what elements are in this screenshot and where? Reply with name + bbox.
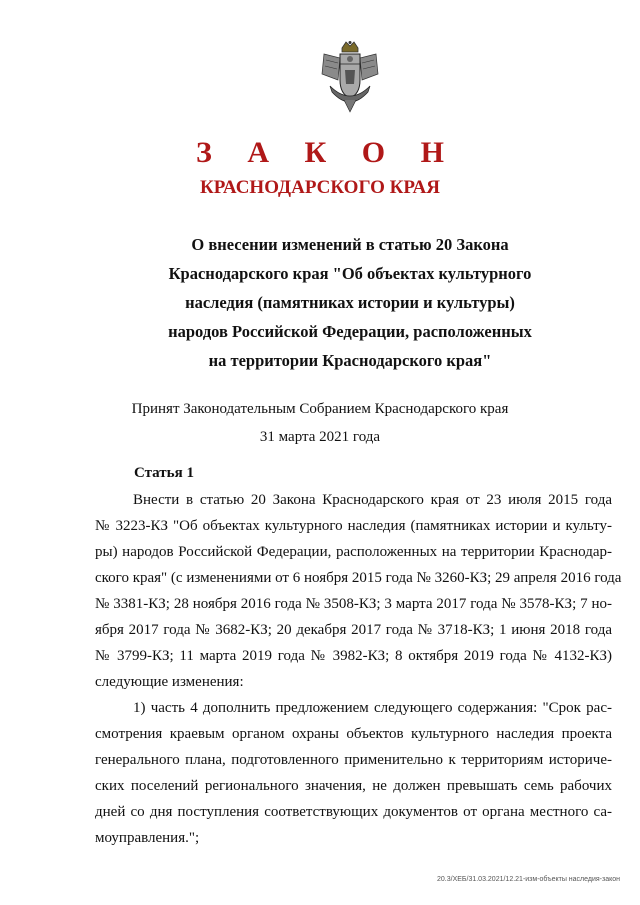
body-line: генерального плана, подготовленного применительно к территориям историче- — [95, 752, 612, 768]
law-name-heading — [120, 230, 580, 375]
body-line: моуправления."; — [95, 830, 200, 846]
coat-of-arms-emblem — [318, 40, 382, 114]
adoption-body: Принят Законодательным Собранием Краснодарского края — [131, 401, 509, 417]
body-line: ских поселений регионального значения, не должен превышать семь рабочих — [95, 778, 612, 794]
body-line: № 3381-КЗ; 28 ноября 2016 года № 3508-КЗ; 3 марта 2017 года № 3578-КЗ; 7 но- — [95, 596, 612, 612]
body-line: ября 2017 года № 3682-КЗ; 20 декабря 2017 года № 3718-КЗ; 1 июня 2018 года — [95, 622, 612, 638]
body-line: № 3799-КЗ; 11 марта 2019 года № 3982-КЗ; 8 октября 2019 года № 4132-КЗ) — [95, 648, 612, 664]
law-name-line: на территории Краснодарского края" — [208, 351, 492, 370]
law-name-line: народов Российской Федерации, расположенных — [168, 322, 532, 341]
adoption-date: 31 марта 2021 года — [259, 429, 381, 445]
region-title: КРАСНОДАРСКОГО КРАЯ — [199, 177, 441, 198]
body-line: ского края" (с изменениями от 6 ноября 2015 года № 3260-КЗ; 29 апреля 2016 года — [95, 570, 622, 586]
body-line: дней со дня поступления соответствующих документов от органа местного са- — [95, 804, 612, 820]
law-title: З А К О Н — [196, 136, 458, 169]
body-line: следующие изменения: — [95, 674, 244, 690]
body-line: Внести в статью 20 Закона Краснодарского края от 23 июля 2015 года — [133, 492, 612, 508]
law-name-line: наследия (памятниках истории и культуры) — [185, 293, 515, 312]
law-name-line: Краснодарского края "Об объектах культурного — [168, 264, 532, 283]
law-name-line: О внесении изменений в статью 20 Закона — [191, 235, 509, 254]
body-line: ры) народов Российской Федерации, расположенных на территории Краснодар- — [95, 544, 612, 560]
document-code-footer: 20.3/ХЕБ/31.03.2021/12.21-изм-объекты наследия-закон — [437, 876, 620, 883]
body-line: смотрения краевым органом охраны объектов культурного наследия проекта — [95, 726, 612, 742]
article-body — [95, 487, 622, 851]
article-heading: Статья 1 — [134, 465, 194, 481]
body-line: 1) часть 4 дополнить предложением следующего содержания: "Срок рас- — [133, 700, 612, 716]
body-line: № 3223-КЗ "Об объектах культурного наследия (памятниках истории и культу- — [95, 518, 612, 534]
adoption-note — [0, 395, 640, 451]
